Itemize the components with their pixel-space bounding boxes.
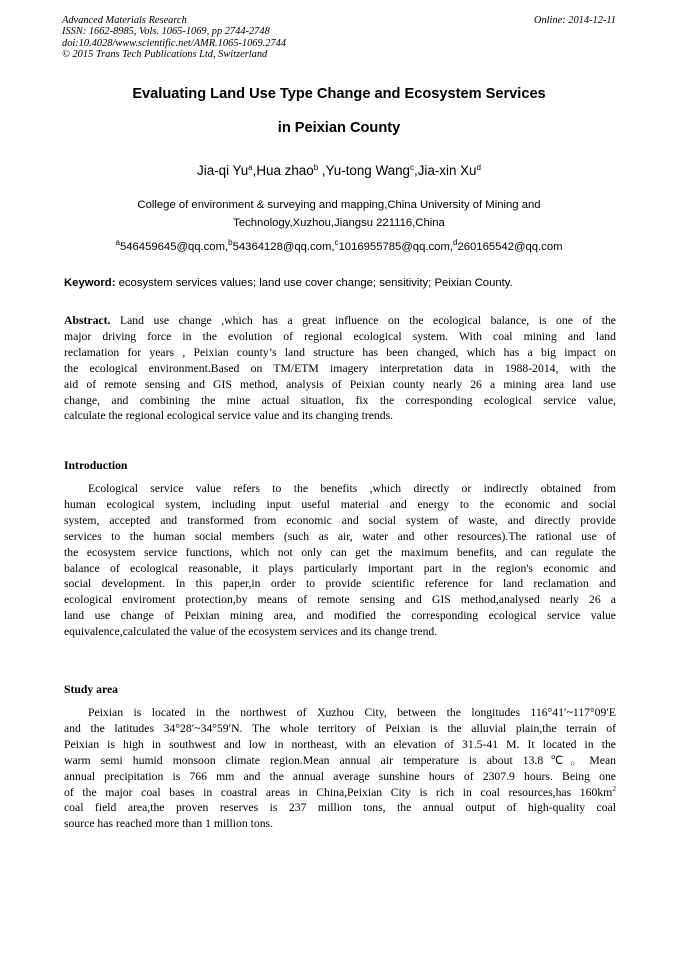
author-list	[62, 163, 616, 178]
keyword-label: Keyword:	[64, 277, 116, 289]
abstract	[64, 313, 616, 424]
email: $^d$260165542@qq.com	[453, 238, 563, 253]
author: Yu-tong Wang$^c$,	[325, 163, 418, 178]
keyword-text: ecosystem services values; land use cover change; sensitivity; Peixian County.	[115, 277, 513, 289]
paper-title-line-1: Evaluating Land Use Type Change and Ecosystem Services	[132, 86, 546, 102]
abstract-line: change, and combining the mine actual situation, fix the corresponding ecological service value,	[64, 393, 616, 407]
body-line: social development. In this paper,in order to provide scientific reference for land reclamation and	[64, 577, 616, 591]
section-heading-study-area: Study area	[64, 683, 119, 696]
body-line: of the major coal bases in coastral areas in China,Peixian City is rich in coal resources,has $160km^2$	[64, 783, 616, 799]
study-area-body	[64, 705, 616, 832]
affiliation-line: College of environment & surveying and mapping,China University of Mining and	[137, 199, 541, 211]
abstract-line: aid of remote sensing and GIS method, analysis of Peixian county nearly 26 a mining area land use	[64, 377, 616, 391]
email: $^b$54364128@qq.com,	[228, 238, 335, 253]
body-line: services to the human social members (such as air, water and other resources).The rational use of	[64, 529, 616, 543]
body-line: ecological enviroment protection,by means of remote sensing and GIS method,analysed nearly 26 a	[64, 593, 616, 607]
online-date: Online: 2014-12-11	[533, 15, 616, 26]
body-line: human ecological system, including input useful material and energy to the economic and social	[64, 497, 616, 511]
body-line: Peixian is located in the northwest of Xuzhou City, between the longitudes 116°41′~117°09′E	[88, 706, 616, 719]
body-line: system, accepted and transformed from economic and social system of waste, and directly provide	[64, 513, 616, 527]
doi-line: doi:10.4028/www.scientific.net/AMR.1065-1069.2744	[62, 37, 287, 49]
keywords	[64, 277, 616, 289]
introduction-body	[64, 481, 616, 640]
superscript: 2	[612, 783, 616, 793]
body-line: equivalence,calculated the value of the ecosystem services and its change trend.	[64, 625, 438, 639]
email: $^a$546459645@qq.com,	[115, 238, 229, 253]
body-line: and the latitudes 34°28′~34°59′N. The whole territory of Peixian is the alluvial plain,the terrain of	[64, 721, 616, 735]
body-line: coal field area,the proven reserves is 237 million tons, the annual output of high-quality coal	[64, 801, 616, 815]
section-heading-introduction: Introduction	[64, 459, 128, 472]
author: Jia-xin Xu$^d$	[417, 163, 481, 178]
email: $^c$1016955785@qq.com,	[334, 238, 453, 253]
body-line: balance of ecological reasonable, it plays particularly important part in the region's economic and	[64, 561, 616, 575]
abstract-line: reclamation for years , Peixian county’s land structure has been changed, which has a big impact on	[64, 345, 616, 359]
abstract-line: the ecological environment.Based on TM/ETM imagery interpretation data in 1988-2014, with the	[64, 361, 616, 375]
email-list	[62, 238, 616, 253]
journal-name: Advanced Materials Research	[62, 15, 187, 26]
author: Jia-qi Yu$^a$,	[197, 163, 257, 178]
paper-title-line-2: in Peixian County	[277, 120, 401, 136]
body-line: source has reached more than 1 million tons.	[64, 817, 274, 831]
body-line: Ecological service value refers to the benefits ,which directly or indirectly obtained from	[88, 482, 616, 495]
body-line: Peixian is high in southwest and low in northeast, with an elevation of 31.5-41 M. It located in the	[64, 737, 616, 751]
author: Hua zhao$^b$ ,	[256, 163, 326, 178]
affiliation	[62, 196, 616, 232]
abstract-line: calculate the regional ecological service value and its changing trends.	[64, 409, 394, 423]
body-line: warm semi humid monsoon climate region.Mean annual air temperature is about 13.8℃。Mean	[64, 753, 616, 767]
issn-line: ISSN: 1662-8985, Vols. 1065-1069, pp 2744-2748	[62, 26, 270, 38]
abstract-label: Abstract.	[64, 314, 111, 327]
body-line: land use change of Peixian mining area, and modified the corresponding ecological service value	[64, 609, 616, 623]
body-line: annual precipitation is 766 mm and the annual average sunshine hours of 2307.9 hours. Being one	[64, 769, 616, 783]
copyright-line: © 2015 Trans Tech Publications Ltd, Switzerland	[62, 48, 268, 60]
affiliation-line: Technology,Xuzhou,Jiangsu 221116,China	[233, 217, 445, 229]
abstract-line: major driving force in the evolution of regional ecological system. With coal mining and land	[64, 329, 616, 343]
journal-header	[62, 15, 616, 60]
body-line: the ecosystem service functions, which not only can get the maximum benefits, and can regulate the	[64, 545, 616, 559]
abstract-line: Abstract. Land use change ,which has a great influence on the ecological balance, is one of the	[64, 314, 616, 327]
